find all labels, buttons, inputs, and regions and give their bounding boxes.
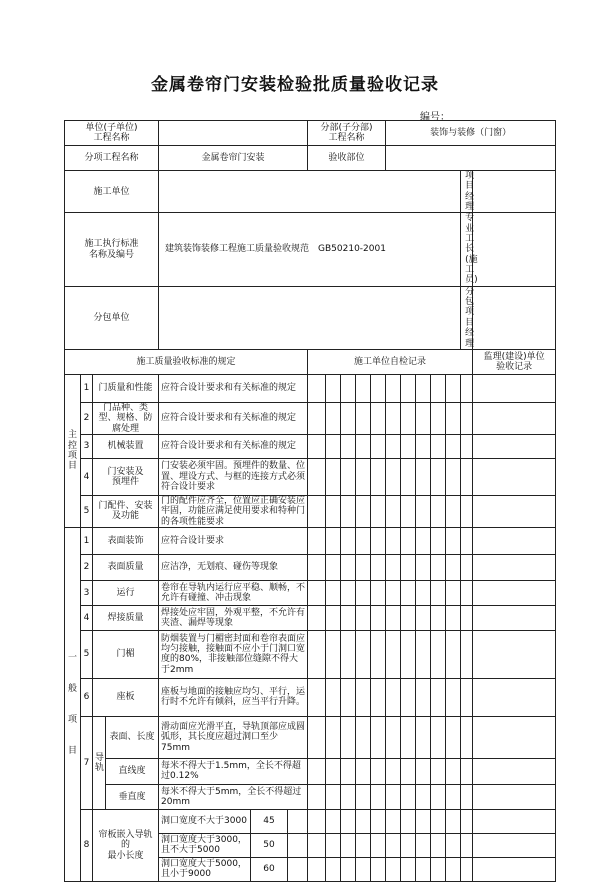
- rail-item-check-cell[interactable]: [356, 784, 371, 809]
- item-spec: 座板与地面的接触应均匀、平行，运行时不允许有倾斜，应当平行升降。: [159, 678, 308, 716]
- rail-item-check-cell[interactable]: [401, 758, 416, 784]
- general-item-check-cell[interactable]: [341, 678, 356, 716]
- embed-item-supervision-cell[interactable]: [473, 857, 556, 881]
- item-number: 4: [81, 458, 93, 495]
- embed-item-check-cell[interactable]: [461, 833, 473, 857]
- main-item-check-cell[interactable]: [341, 495, 356, 527]
- rail-item-name: 表面、长度: [106, 716, 159, 758]
- rail-item-check-cell[interactable]: [326, 784, 341, 809]
- general-item-check-cell[interactable]: [341, 605, 356, 630]
- main-item-supervision-cell[interactable]: [473, 458, 556, 495]
- embed-item-check-cell[interactable]: [416, 833, 431, 857]
- general-item-check-cell[interactable]: [446, 678, 461, 716]
- general-item-check-cell[interactable]: [386, 630, 401, 678]
- embed-item-check-cell[interactable]: [446, 833, 461, 857]
- rail-item-check-cell[interactable]: [401, 784, 416, 809]
- main-item-check-cell[interactable]: [308, 458, 326, 495]
- main-item-check-cell[interactable]: [356, 374, 371, 402]
- main-item-check-cell[interactable]: [356, 458, 371, 495]
- main-item-row: [65, 434, 556, 458]
- main-item-supervision-cell[interactable]: [473, 402, 556, 434]
- item-number: 2: [81, 554, 93, 580]
- rail-item-check-cell[interactable]: [416, 784, 431, 809]
- embed-item-check-cell[interactable]: [386, 833, 401, 857]
- rail-item-check-cell[interactable]: [371, 784, 386, 809]
- main-item-check-cell[interactable]: [356, 495, 371, 527]
- rail-item-check-cell[interactable]: [341, 716, 356, 758]
- general-item-check-cell[interactable]: [356, 527, 371, 554]
- embed-item-check-cell[interactable]: [386, 857, 401, 881]
- rail-item-check-cell[interactable]: [341, 758, 356, 784]
- item-name: 机械装置: [93, 434, 159, 458]
- rail-item-check-cell[interactable]: [356, 758, 371, 784]
- rail-item-check-cell[interactable]: [431, 758, 446, 784]
- embed-item-check-cell[interactable]: [386, 809, 401, 833]
- item-spec: 防烟装置与门楣密封面和卷帘表面应均匀接触，接触面不应小于门洞口宽度的80%，非接触部位缝隙不得大于2mm: [159, 630, 308, 678]
- main-item-check-cell[interactable]: [326, 374, 341, 402]
- general-item-supervision-cell[interactable]: [473, 605, 556, 630]
- rail-item-check-cell[interactable]: [308, 784, 326, 809]
- main-item-check-cell[interactable]: [371, 434, 386, 458]
- general-item-check-cell[interactable]: [446, 605, 461, 630]
- embed-item-check-cell[interactable]: [326, 857, 341, 881]
- item-spec: 门的配件应齐全，位置应正确安装应牢固，功能应满足使用要求和特种门的各项性能要求: [159, 495, 308, 527]
- general-item-check-cell[interactable]: [356, 554, 371, 580]
- main-item-row: [65, 374, 556, 402]
- rail-item-check-cell[interactable]: [326, 716, 341, 758]
- general-item-check-cell[interactable]: [386, 678, 401, 716]
- item-number: 3: [81, 580, 93, 605]
- main-item-check-cell[interactable]: [431, 374, 446, 402]
- main-item-check-cell[interactable]: [461, 374, 473, 402]
- embed-min-length: 45: [251, 809, 288, 833]
- rail-item-check-cell[interactable]: [401, 716, 416, 758]
- general-item-check-cell[interactable]: [461, 527, 473, 554]
- item-number: 1: [81, 374, 93, 402]
- embed-row: [65, 809, 556, 833]
- item-number: 5: [81, 495, 93, 527]
- main-item-check-cell[interactable]: [416, 458, 431, 495]
- embed-item-supervision-cell[interactable]: [473, 833, 556, 857]
- general-item-check-cell[interactable]: [431, 605, 446, 630]
- rail-item-check-cell[interactable]: [371, 716, 386, 758]
- embed-item-check-cell[interactable]: [401, 833, 416, 857]
- item-number: 2: [81, 402, 93, 434]
- general-item-check-cell[interactable]: [371, 580, 386, 605]
- general-item-check-cell[interactable]: [461, 630, 473, 678]
- main-item-check-cell[interactable]: [341, 434, 356, 458]
- general-item-check-cell[interactable]: [416, 527, 431, 554]
- item-name: 门质量和性能: [93, 374, 159, 402]
- main-item-check-cell[interactable]: [326, 495, 341, 527]
- embed-min-length: 60: [251, 857, 288, 881]
- main-item-check-cell[interactable]: [308, 495, 326, 527]
- main-item-check-cell[interactable]: [416, 495, 431, 527]
- page-title: 金属卷帘门安装检验批质量验收记录: [151, 75, 439, 95]
- general-item-check-cell[interactable]: [461, 678, 473, 716]
- general-item-check-cell[interactable]: [431, 678, 446, 716]
- embed-item-check-cell[interactable]: [401, 857, 416, 881]
- general-item-check-cell[interactable]: [431, 554, 446, 580]
- item-number: 4: [81, 605, 93, 630]
- general-item-check-cell[interactable]: [386, 527, 401, 554]
- general-item-check-cell[interactable]: [431, 527, 446, 554]
- general-item-check-cell[interactable]: [341, 554, 356, 580]
- main-item-check-cell[interactable]: [416, 374, 431, 402]
- main-item-check-cell[interactable]: [356, 434, 371, 458]
- general-item-check-cell[interactable]: [326, 527, 341, 554]
- main-item-check-cell[interactable]: [326, 434, 341, 458]
- rail-item-check-cell[interactable]: [461, 784, 473, 809]
- main-item-check-cell[interactable]: [461, 495, 473, 527]
- general-item-check-cell[interactable]: [371, 630, 386, 678]
- rail-item-spec: 每米不得大于1.5mm，全长不得超过0.12%: [159, 758, 308, 784]
- general-item-check-cell[interactable]: [416, 630, 431, 678]
- general-item-check-cell[interactable]: [326, 678, 341, 716]
- construction-unit-value[interactable]: [159, 171, 461, 213]
- embed-item-check-cell[interactable]: [461, 809, 473, 833]
- item-name: 焊接质量: [93, 605, 159, 630]
- embed-item-check-cell[interactable]: [356, 833, 371, 857]
- sub-item-value[interactable]: 金属卷帘门安装: [159, 146, 308, 171]
- general-item-check-cell[interactable]: [308, 580, 326, 605]
- general-item-check-cell[interactable]: [371, 678, 386, 716]
- embed-item-supervision-cell[interactable]: [473, 809, 556, 833]
- item-number: 7: [81, 716, 93, 809]
- main-item-check-cell[interactable]: [446, 434, 461, 458]
- rail-item-check-cell[interactable]: [446, 784, 461, 809]
- sub-manager-label: 分 包 项目经理: [461, 286, 473, 349]
- general-item-check-cell[interactable]: [431, 630, 446, 678]
- general-item-check-cell[interactable]: [446, 630, 461, 678]
- main-item-check-cell[interactable]: [386, 402, 401, 434]
- main-control-section-label: 主 控 项 目: [65, 374, 81, 527]
- standard-label: 施工执行标准 名称及编号: [65, 213, 159, 286]
- project-manager-label: 项目经理: [461, 171, 473, 213]
- item-number: 8: [81, 809, 93, 881]
- general-item-check-cell[interactable]: [371, 605, 386, 630]
- spec-column-header: 施工质量验收标准的规定: [65, 349, 308, 374]
- embed-item-check-cell[interactable]: [371, 833, 386, 857]
- item-name: 座板: [93, 678, 159, 716]
- main-item-supervision-cell[interactable]: [473, 495, 556, 527]
- embed-item-check-cell[interactable]: [416, 809, 431, 833]
- general-item-check-cell[interactable]: [416, 605, 431, 630]
- general-item-check-cell[interactable]: [446, 554, 461, 580]
- general-item-check-cell[interactable]: [386, 605, 401, 630]
- acceptance-part-label: 验收部位: [308, 146, 386, 171]
- item-name: 门楣: [93, 630, 159, 678]
- main-item-check-cell[interactable]: [308, 402, 326, 434]
- general-item-supervision-cell[interactable]: [473, 678, 556, 716]
- general-item-supervision-cell[interactable]: [473, 630, 556, 678]
- general-item-row: [65, 527, 556, 554]
- item-spec: 门安装必须牢固。预埋件的数量、位置、埋设方式、与框的连接方式必须符合设计要求: [159, 458, 308, 495]
- general-item-check-cell[interactable]: [371, 527, 386, 554]
- project-manager-value[interactable]: [473, 171, 556, 213]
- embed-item-check-cell[interactable]: [308, 809, 326, 833]
- general-item-check-cell[interactable]: [401, 580, 416, 605]
- general-item-check-cell[interactable]: [401, 630, 416, 678]
- main-item-check-cell[interactable]: [401, 434, 416, 458]
- embed-item-check-cell[interactable]: [371, 809, 386, 833]
- acceptance-record-table: [64, 120, 556, 882]
- rail-item-name: 垂直度: [106, 784, 159, 809]
- main-item-check-cell[interactable]: [308, 434, 326, 458]
- rail-item-check-cell[interactable]: [461, 758, 473, 784]
- embed-item-check-cell[interactable]: [461, 857, 473, 881]
- main-item-check-cell[interactable]: [371, 402, 386, 434]
- main-item-check-cell[interactable]: [461, 458, 473, 495]
- rail-item-supervision-cell[interactable]: [473, 784, 556, 809]
- embed-item-check-cell[interactable]: [326, 809, 341, 833]
- embed-item-check-cell[interactable]: [371, 857, 386, 881]
- rail-item-check-cell[interactable]: [326, 758, 341, 784]
- general-item-check-cell[interactable]: [326, 630, 341, 678]
- rail-item-spec: 每米不得大于5mm，全长不得超过20mm: [159, 784, 308, 809]
- general-item-check-cell[interactable]: [401, 554, 416, 580]
- main-item-check-cell[interactable]: [446, 402, 461, 434]
- main-item-check-cell[interactable]: [371, 374, 386, 402]
- general-item-supervision-cell[interactable]: [473, 580, 556, 605]
- rail-item-check-cell[interactable]: [356, 716, 371, 758]
- embed-item-check-cell[interactable]: [401, 809, 416, 833]
- general-item-check-cell[interactable]: [356, 678, 371, 716]
- main-item-check-cell[interactable]: [446, 458, 461, 495]
- construction-unit-label: 施工单位: [65, 171, 159, 213]
- embed-item-check-cell[interactable]: [416, 857, 431, 881]
- general-item-check-cell[interactable]: [356, 605, 371, 630]
- main-item-check-cell[interactable]: [431, 402, 446, 434]
- main-item-supervision-cell[interactable]: [473, 374, 556, 402]
- main-item-check-cell[interactable]: [386, 374, 401, 402]
- item-spec: 应洁净，无划痕、碰伤等现象: [159, 554, 308, 580]
- item-spec: 应符合设计要求: [159, 527, 308, 554]
- main-item-check-cell[interactable]: [461, 434, 473, 458]
- sub-item-label: 分项工程名称: [65, 146, 159, 171]
- foreman-value[interactable]: [473, 213, 556, 286]
- item-name: 门安装及 预埋件: [93, 458, 159, 495]
- item-name: 门配件、安装 及功能: [93, 495, 159, 527]
- general-item-check-cell[interactable]: [326, 605, 341, 630]
- main-item-check-cell[interactable]: [431, 458, 446, 495]
- main-item-check-cell[interactable]: [401, 458, 416, 495]
- main-item-check-cell[interactable]: [431, 495, 446, 527]
- main-item-check-cell[interactable]: [386, 458, 401, 495]
- main-item-check-cell[interactable]: [446, 495, 461, 527]
- general-item-check-cell[interactable]: [308, 605, 326, 630]
- rail-row: [65, 784, 556, 809]
- general-item-check-cell[interactable]: [326, 580, 341, 605]
- main-item-check-cell[interactable]: [446, 374, 461, 402]
- self-check-column-header: 施工单位自检记录: [308, 349, 473, 374]
- embed-item-check-cell[interactable]: [308, 857, 326, 881]
- standard-value[interactable]: 建筑装饰装修工程施工质量验收规范 GB50210-2001: [159, 213, 461, 286]
- main-item-check-cell[interactable]: [386, 495, 401, 527]
- main-item-check-cell[interactable]: [326, 458, 341, 495]
- embed-condition: 洞口宽度大于5000， 且小于9000: [159, 857, 251, 881]
- main-item-check-cell[interactable]: [461, 402, 473, 434]
- subcontractor-value[interactable]: [159, 286, 461, 349]
- main-item-check-cell[interactable]: [416, 434, 431, 458]
- general-item-check-cell[interactable]: [416, 580, 431, 605]
- general-item-supervision-cell[interactable]: [473, 554, 556, 580]
- embed-item-check-cell[interactable]: [326, 833, 341, 857]
- rail-item-check-cell[interactable]: [308, 716, 326, 758]
- item-number: 1: [81, 527, 93, 554]
- rail-item-supervision-cell[interactable]: [473, 716, 556, 758]
- main-item-check-cell[interactable]: [401, 402, 416, 434]
- general-item-check-cell[interactable]: [371, 554, 386, 580]
- general-item-check-cell[interactable]: [356, 630, 371, 678]
- general-item-check-cell[interactable]: [308, 630, 326, 678]
- embed-item-name: 帘板嵌入导轨的 最小长度: [93, 809, 159, 881]
- main-item-supervision-cell[interactable]: [473, 434, 556, 458]
- rail-item-spec: 滑动面应光滑平直，导轨顶部应成圆弧形，其长度应超过洞口至少75mm: [159, 716, 308, 758]
- general-item-check-cell[interactable]: [341, 580, 356, 605]
- general-item-check-cell[interactable]: [386, 580, 401, 605]
- rail-item-check-cell[interactable]: [446, 716, 461, 758]
- general-item-check-cell[interactable]: [461, 605, 473, 630]
- rail-item-check-cell[interactable]: [431, 784, 446, 809]
- rail-group-label: 导 轨: [93, 716, 106, 809]
- embed-spacer-cell: [288, 857, 308, 881]
- general-item-check-cell[interactable]: [461, 554, 473, 580]
- main-item-check-cell[interactable]: [341, 402, 356, 434]
- record-number-label: 编号：: [420, 112, 450, 123]
- embed-item-check-cell[interactable]: [356, 857, 371, 881]
- embed-condition: 洞口宽度不大于3000: [159, 809, 251, 833]
- item-name: 表面质量: [93, 554, 159, 580]
- general-item-check-cell[interactable]: [308, 554, 326, 580]
- general-item-check-cell[interactable]: [308, 527, 326, 554]
- sub-division-value[interactable]: 装饰与装修（门窗）: [386, 121, 556, 146]
- general-item-row: [65, 630, 556, 678]
- embed-item-check-cell[interactable]: [341, 833, 356, 857]
- general-item-check-cell[interactable]: [341, 527, 356, 554]
- general-item-check-cell[interactable]: [308, 678, 326, 716]
- subcontractor-label: 分包单位: [65, 286, 159, 349]
- embed-item-check-cell[interactable]: [341, 809, 356, 833]
- general-item-check-cell[interactable]: [431, 580, 446, 605]
- rail-item-check-cell[interactable]: [308, 758, 326, 784]
- rail-row: [65, 758, 556, 784]
- embed-item-check-cell[interactable]: [431, 857, 446, 881]
- item-number: 3: [81, 434, 93, 458]
- embed-item-check-cell[interactable]: [341, 857, 356, 881]
- general-item-check-cell[interactable]: [401, 605, 416, 630]
- main-item-check-cell[interactable]: [431, 434, 446, 458]
- rail-item-name: 直线度: [106, 758, 159, 784]
- general-item-check-cell[interactable]: [416, 678, 431, 716]
- general-item-row: [65, 580, 556, 605]
- rail-item-check-cell[interactable]: [416, 758, 431, 784]
- general-item-check-cell[interactable]: [326, 554, 341, 580]
- item-spec: 应符合设计要求和有关标准的规定: [159, 434, 308, 458]
- main-item-check-cell[interactable]: [401, 374, 416, 402]
- item-number: 6: [81, 678, 93, 716]
- embed-spacer-cell: [288, 809, 308, 833]
- general-item-check-cell[interactable]: [401, 527, 416, 554]
- rail-row: [65, 716, 556, 758]
- general-item-check-cell[interactable]: [341, 630, 356, 678]
- general-item-check-cell[interactable]: [356, 580, 371, 605]
- general-section-label: 一 般 项 目: [65, 527, 81, 881]
- rail-item-check-cell[interactable]: [371, 758, 386, 784]
- general-item-check-cell[interactable]: [446, 580, 461, 605]
- item-name: 表面装饰: [93, 527, 159, 554]
- main-item-check-cell[interactable]: [356, 402, 371, 434]
- general-item-check-cell[interactable]: [401, 678, 416, 716]
- main-item-check-cell[interactable]: [386, 434, 401, 458]
- unit-project-label: 单位(子单位) 工程名称: [65, 121, 159, 146]
- main-item-row: [65, 402, 556, 434]
- main-item-check-cell[interactable]: [416, 402, 431, 434]
- foreman-label: 专业工长 (施工员): [461, 213, 473, 286]
- main-item-row: [65, 458, 556, 495]
- embed-min-length: 50: [251, 833, 288, 857]
- general-item-row: [65, 605, 556, 630]
- supervision-column-header: 监理(建设)单位 验收记录: [473, 349, 556, 374]
- rail-item-check-cell[interactable]: [341, 784, 356, 809]
- item-name: 运行: [93, 580, 159, 605]
- item-spec: 应符合设计要求和有关标准的规定: [159, 374, 308, 402]
- item-spec: 卷帘在导轨内运行应平稳、顺畅，不允许有碰撞、冲击现象: [159, 580, 308, 605]
- general-item-check-cell[interactable]: [386, 554, 401, 580]
- main-item-check-cell[interactable]: [371, 458, 386, 495]
- rail-item-supervision-cell[interactable]: [473, 758, 556, 784]
- rail-item-check-cell[interactable]: [446, 758, 461, 784]
- embed-item-check-cell[interactable]: [431, 809, 446, 833]
- embed-item-check-cell[interactable]: [446, 809, 461, 833]
- main-item-check-cell[interactable]: [401, 495, 416, 527]
- rail-item-check-cell[interactable]: [461, 716, 473, 758]
- embed-item-check-cell[interactable]: [308, 833, 326, 857]
- item-spec: 应符合设计要求和有关标准的规定: [159, 402, 308, 434]
- item-name: 门品种、类型、规格、防腐处理: [93, 402, 159, 434]
- general-item-check-cell[interactable]: [416, 554, 431, 580]
- embed-item-check-cell[interactable]: [356, 809, 371, 833]
- rail-item-check-cell[interactable]: [431, 716, 446, 758]
- unit-project-value[interactable]: [159, 121, 308, 146]
- embed-condition: 洞口宽度大于3000， 且不大于5000: [159, 833, 251, 857]
- rail-item-check-cell[interactable]: [386, 716, 401, 758]
- embed-item-check-cell[interactable]: [446, 857, 461, 881]
- main-item-check-cell[interactable]: [341, 458, 356, 495]
- item-number: 5: [81, 630, 93, 678]
- general-item-row: [65, 554, 556, 580]
- main-item-check-cell[interactable]: [308, 374, 326, 402]
- embed-spacer-cell: [288, 833, 308, 857]
- embed-item-check-cell[interactable]: [431, 833, 446, 857]
- item-spec: 焊接处应牢固，外观平整，不允许有夹渣、漏焊等现象: [159, 605, 308, 630]
- rail-item-check-cell[interactable]: [386, 784, 401, 809]
- main-item-check-cell[interactable]: [371, 495, 386, 527]
- main-item-row: [65, 495, 556, 527]
- sub-division-label: 分部(子分部) 工程名称: [308, 121, 386, 146]
- general-item-supervision-cell[interactable]: [473, 527, 556, 554]
- rail-item-check-cell[interactable]: [416, 716, 431, 758]
- main-item-check-cell[interactable]: [341, 374, 356, 402]
- general-item-check-cell[interactable]: [461, 580, 473, 605]
- main-item-check-cell[interactable]: [326, 402, 341, 434]
- general-item-row: [65, 678, 556, 716]
- acceptance-part-value[interactable]: [386, 146, 556, 171]
- general-item-check-cell[interactable]: [446, 527, 461, 554]
- rail-item-check-cell[interactable]: [386, 758, 401, 784]
